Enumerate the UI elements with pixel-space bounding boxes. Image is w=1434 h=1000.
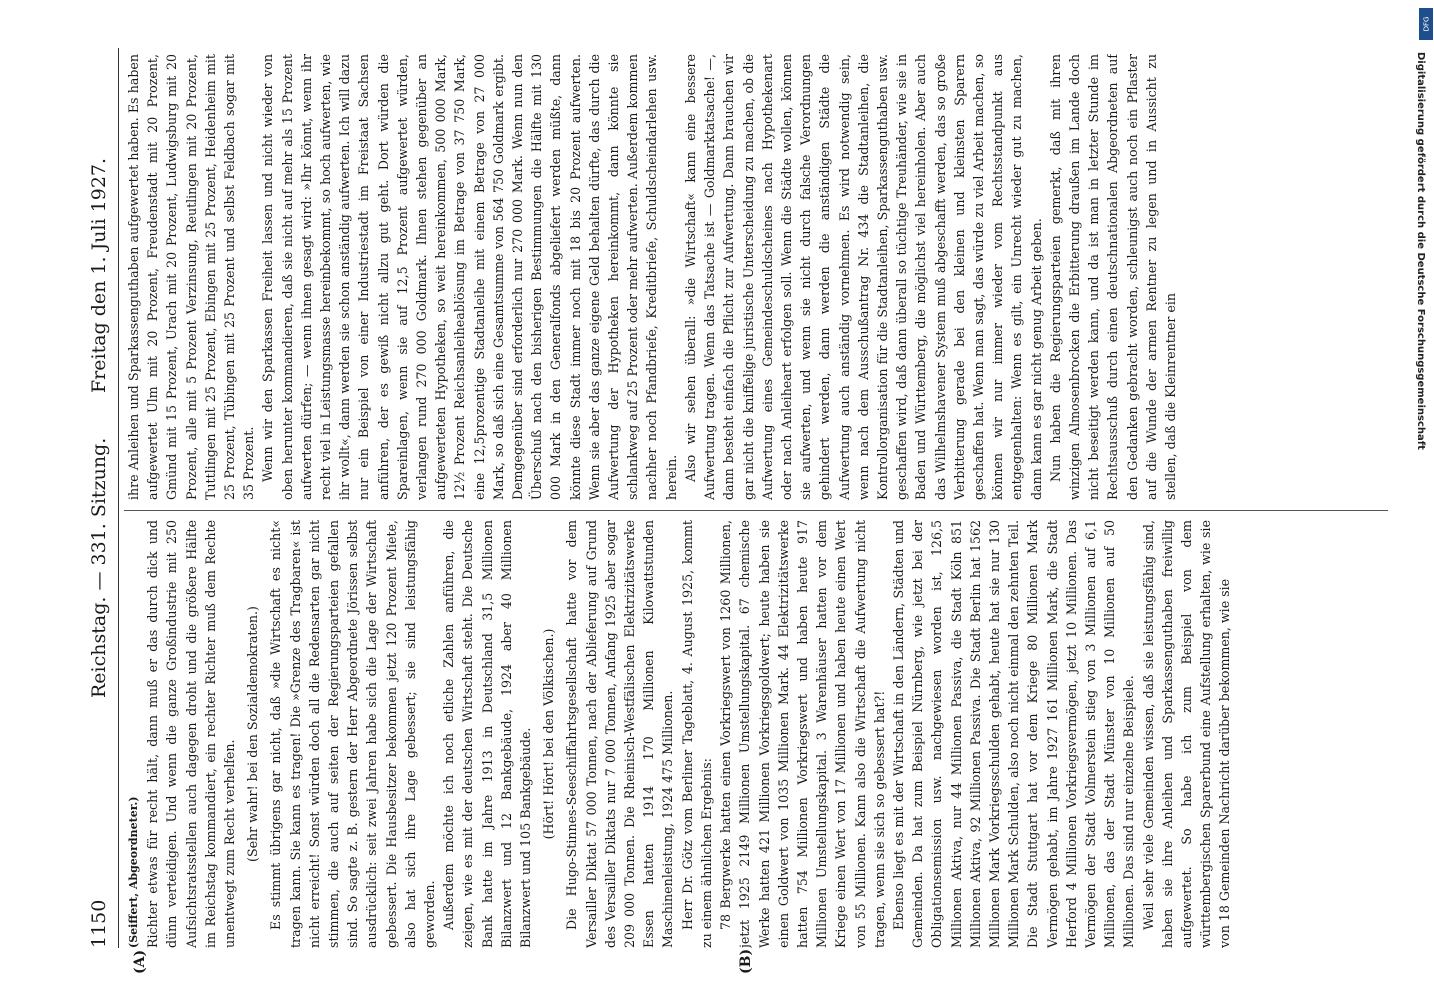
paragraph: 78 Bergwerke hatten einen Vorkriegswert von 1260 Millionen, jetzt 1925 2149 Millionen Umstellungskapital. 67 chemische Werke hatten 421 Millionen Vorkriegsgoldwert; heute haben sie einen Goldwert von 1035 Millionen Mark. 44 Elektrizitätswerke hatten 754 Millionen Vorkriegswert und haben heute 917 Millionen Umstellungskapital. 3 Warenhäuser hatten vor dem Kriege einen Wert von 17 Millionen und haben heute einen Wert von 55 Millionen. Kann also die Wirtschaft die Aufwertung nicht tragen, wenn sie sich so gebessert hat?! <box>718 520 887 948</box>
column-divider <box>124 510 1388 511</box>
paragraph: Richter etwas für recht hält, dann muß er das durch dick und dünn verteidigen. Und wenn die ganze Großindustrie mit 250 Aufsichtsratsstellen auch dagegen droht und die größere Hälfte im Reichstag kommandiert, ein rechter Richter muß dem Rechte unentwegt zum Recht verhelfen. <box>145 520 238 948</box>
interjection: (Sehr wahr! bei den Sozialdemokraten.) <box>245 606 261 862</box>
dfg-logo <box>1419 8 1433 40</box>
margin-marker-a: (A) <box>132 949 148 974</box>
rotated-page <box>88 48 1398 974</box>
paragraph: ihre Anleihen und Sparkassenguthaben aufgewertet haben. Es haben aufgewertet Ulm mit 20 Prozent, Freudenstadt mit 20 Prozent, Gmünd mit 15 Prozent, Urach mit 20 Prozent, Ludwigsburg mit 20 Prozent, alle mit 5 Prozent Verzinsung, Reutlingen mit 20 Prozent, Tuttlingen mit 25 Prozent, Ebingen mit 25 Prozent, Heidenheim mit 25 Prozent, Tübingen mit 25 Prozent und selbst Feldbach sogar mit 35 Prozent. <box>126 54 257 500</box>
paragraph: Es stimmt übrigens gar nicht, daß »die Wirtschaft es nicht« tragen kann. Sie kann es tragen! Die »Grenze des Tragbaren« ist nicht erreicht! Sonst würden doch all die Redensarten gar nicht stimmen, die auch auf seiten der Regierungsparteien gefallen sind. So sagte z. B. gestern der Herr Abgeordnete Jörissen selbst ausdrücklich: seit zwei Jahren habe sich die Lage der Wirtschaft gebessert. Die Hausbesitzer bekommen jetzt 120 Prozent Miete, also hat sich ihre Lage gebessert; sie sind leistungsfähig geworden. <box>268 520 438 948</box>
paragraph: Die Hugo-Stinnes-Seeschiffahrtsgesellschaft hatte vor dem Versailler Diktat 57 000 Tonnen, nach der Ablieferung auf Grund des Versailler Diktats nur 7 000 Tonnen, Anfang 1925 aber sogar 209 000 Tonnen. Die Rheinisch-Westfälischen Elektrizitätswerke Essen hatten 1914 170 Millionen Kilowattstunden Maschinenleistung, 1924 475 Millionen. <box>564 520 676 948</box>
interjection: (Hört! Hört! bei den Völkischen.) <box>541 628 557 840</box>
paragraph: Wenn wir den Sparkassen Freiheit lassen und nicht wieder von oben herunter kommandieren, daß sie nicht auf mehr als 15 Prozent aufwerten dürfen; — wenn ihnen gesagt wird: »Ihr könnt, wenn ihr recht viel in Leistungsmasse hereinbekommt, so hoch aufwerten, wie ihr wollt«, dann werden sie schon anständig aufwerten. Ich will dazu nur ein Beispiel von einer Industriestadt im Freistaat Sachsen anführen, der es gewiß nicht allzu gut geht. Dort würden die Spareinlagen, wenn sie auf 12,5 Prozent aufgewertet würden, verlangen rund 270 000 Goldmark. Ihnen stehen gegenüber an aufgewerteten Hypotheken, so weit hereinkommen, 500 000 Mark, 12½ Prozent Reichsanleiheablösung im Betrage von 37 750 Mark, eine 12,5prozentige Stadtanleihe mit einem Betrage von 27 000 Mark, so daß sich eine Gesamtsumme von 564 750 Goldmark ergibt. Demgegenüber sind erforderlich nur 270 000 Mark. Wenn nun den Überschuß nach den bisherigen Bestimmungen die Hälfte mit 130 000 Mark in den Generalfonds abgeliefert werden müßte, dann könnte diese Stadt immer noch mit 18 bis 20 Prozent aufwerten. Wenn sie aber das ganze eigene Geld behalten dürfte, das durch die Aufwertung der Hypotheken hereinkommt, dann könnte sie schlankweg auf 25 Prozent oder mehr aufwerten. Außerdem kommen nachher noch Pfandbriefe, Kreditbriefe, Schuldscheindarlehen usw. herein. <box>260 54 679 500</box>
paragraph: Also wir sehen überall: »die Wirtschaft« kann eine bessere Aufwertung tragen. Wenn das Tatsache ist — Goldmarktatsache! —, dann besteht einfach die Pflicht zur Aufwertung. Dann brauchen wir gar nicht die kniffelige juristische Unterscheidung zu machen, ob die Aufwertung eines Gemeindeschuldscheines nach Hypothekenart oder nach Anleiheart erfolgen soll. Wenn die Städte wollen, können sie aufwerten, und wenn sie nicht durch falsche Verordnungen gehindert werden, dann werden die anständigen Städte die Aufwertung auch anständig vornehmen. Es wird notwendig sein, wenn nach dem Ausschußantrag Nr. 434 die Stadtanleihen, die Kontrollorganisation für die Stadtanleihen, Sparkassenguthaben usw. geschaffen wird, daß dann überall so tüchtige Treuhänder, wie sie in Baden und Württemberg, die möglichst viel hereinholen. Aber auch das Wilhelmshavener System muß abgeschafft werden, das so große Verbitterung gerade bei den kleinen und kleinsten Sparern geschaffen hat. Wenn man sagt, das würde zu viel Arbeit machen, so können wir nur immer wieder vom Rechtsstandpunkt aus entgegenhalten: Wenn es gilt, ein Unrecht wieder gut zu machen, dann kann es gar nicht genug Arbeit geben. <box>682 54 1044 500</box>
paragraph: Weil sehr viele Gemeinden wissen, daß sie leistungsfähig sind, haben sie ihre Anleihen und Sparkassenguthaben freiwillig aufgewertet. So habe ich zum Beispiel von dem württembergischen Sparerbund eine Aufstellung erhalten, wie sie von 18 Gemeinden Nachricht darüber bekommen, wie sie <box>1140 520 1233 948</box>
paragraph: Herr Dr. Götz vom Berliner Tageblatt, 4. August 1925, kommt zu einem ähnlichen Ergebnis: <box>679 520 714 948</box>
page-header <box>88 48 122 948</box>
digitization-credit: Digitalisierung gefördert durch die Deutsche Forschungsgemeinschaft <box>1415 52 1426 450</box>
speaker-line: (Seiffert, Abgeordneter.) <box>127 796 140 948</box>
dfg-logo-text: DFG <box>1422 16 1430 32</box>
session-date: Freitag den 1. Juli 1927. <box>88 157 110 393</box>
text-column-left <box>124 520 1394 948</box>
paragraph: Ebenso liegt es mit der Wirtschaft in den Ländern, Städten und Gemeinden. Da hat zum Beispiel Nürnberg, wie jetzt bei der Obligationsemission usw. nachgewiesen worden ist, 126,5 Millionen Aktiva, nur 44 Millionen Passiva, die Stadt Köln 851 Millionen Aktiva, 92 Millionen Passiva. Die Stadt Berlin hat 1562 Millionen Mark Vorkriegsschulden gehabt, heute hat sie nur 130 Millionen Mark Schulden, also noch nicht einmal den zehnten Teil. Die Stadt Stuttgart hat vor dem Kriege 80 Millionen Mark Vermögen gehabt, im Jahre 1927 161 Millionen Mark, die Stadt Herford 4 Millionen Vorkriegsvermögen, jetzt 10 Millionen. Das Vermögen der Stadt Volmerstein stieg von 3 Millionen auf 6,1 Millionen, das der Stadt Münster von 10 Millionen auf 50 Millionen. Das sind nur einzelne Beispiele. <box>890 520 1137 948</box>
margin-marker-b: (B) <box>738 948 754 974</box>
text-column-right <box>124 54 1394 500</box>
header-rule <box>118 48 119 948</box>
paragraph: Außerdem möchte ich noch etliche Zahlen anführen, die zeigen, wie es mit der deutschen Wirtschaft steht. Die Deutsche Bank hatte im Jahre 1913 in Deutschland 31,5 Millionen Bilanzwert und 12 Bankgebäude, 1924 aber 40 Millionen Bilanzwert und 105 Bankgebäude. <box>441 520 534 948</box>
page-number: 1150 <box>88 899 110 948</box>
session-title: Reichstag. — 331. Sitzung. <box>88 437 110 698</box>
paragraph: Nun haben die Regierungsparteien gemerkt, daß mit ihren winzigen Almosenbrocken die Erbitterung draußen im Lande doch nicht beseitigt werden kann, und da ist man in letzter Stunde im Rechtsausschuß durch einen deutschnationalen Abgeordneten auf den Gedanken gebracht worden, schleunigst auch noch ein Pflaster auf die Wunde der armen Rentner zu legen und in Aussicht zu stellen, daß die Kleinrentner ein <box>1047 54 1178 500</box>
